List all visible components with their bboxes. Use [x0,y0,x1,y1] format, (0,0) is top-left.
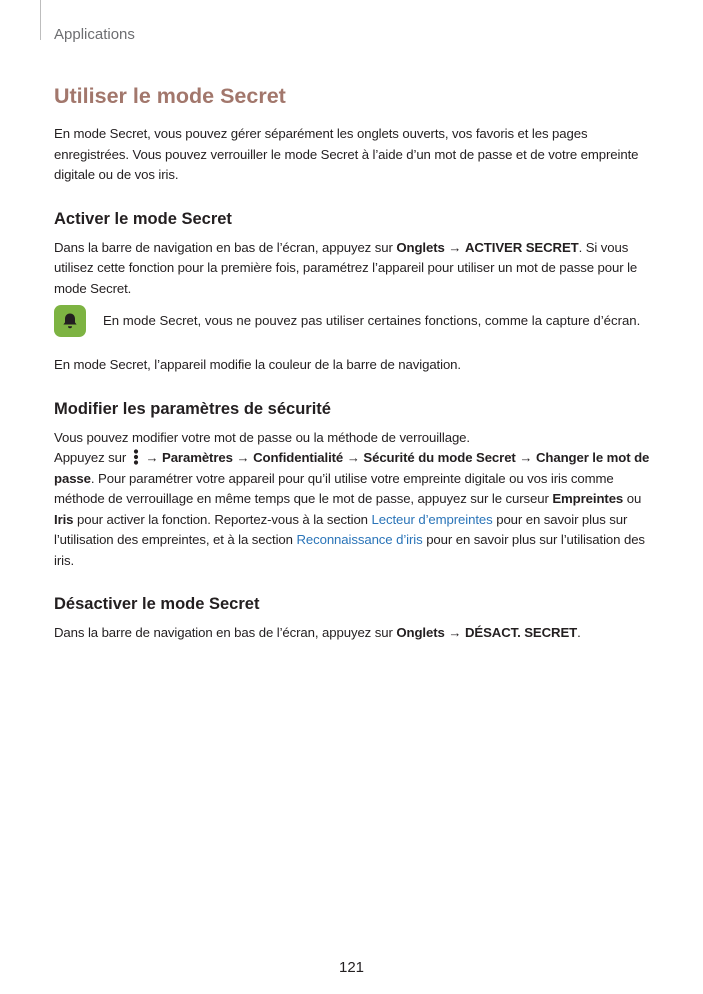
link-lecteur-empreintes[interactable]: Lecteur d’empreintes [371,511,493,527]
page-title: Utiliser le mode Secret [54,84,286,108]
page-content [54,83,654,644]
navbar-color-paragraph: En mode Secret, l’appareil modifie la couleur de la barre de navigation. [54,357,461,372]
deactivate-paragraph: Dans la barre de navigation en bas de l’écran, appuyez sur Onglets → DÉSACT. SECRET. [54,625,581,640]
bell-icon [54,305,86,337]
link-reconnaissance-iris[interactable]: Reconnaissance d’iris [296,532,423,547]
more-vertical-icon [132,449,140,465]
heading-deactivate: Désactiver le mode Secret [54,595,260,613]
intro-paragraph: En mode Secret, vous pouvez gérer séparément les onglets ouverts, vos favoris et les pages enregistrées. Vous pouvez verrouiller le mode Secret à l’aide d’un mot de passe et de votre empreinte digitale ou de vos iris. [54,126,639,182]
activate-paragraph: Dans la barre de navigation en bas de l’écran, appuyez sur Onglets → ACTIVER SECRET. Si vous utilisez cette fonction pour la première fois, paramétrez l’appareil pour utiliser un mot de passe pour le mode Secret. [54,239,638,296]
note-box [54,305,654,337]
heading-activate: Activer le mode Secret [54,209,232,228]
desact-secret-label: DÉSACT. SECRET [464,625,578,640]
note-text: En mode Secret, vous ne pouvez pas utiliser certaines fonctions, comme la capture d’écran. [103,313,641,328]
heading-security: Modifier les paramètres de sécurité [54,399,331,418]
security-intro: Vous pouvez modifier votre mot de passe ou la méthode de verrouillage. [54,429,470,445]
onglets-label-2: Onglets [396,625,445,640]
onglets-label: Onglets [396,239,445,255]
activer-secret-label: ACTIVER SECRET [464,239,579,255]
page-number: 121 [338,959,365,976]
running-header: Applications [54,26,135,43]
security-steps: Appuyez sur → Paramètres → Confidentialité → Sécurité du mode Secret → Changer le mot de passe. Pour paramétrer votre appareil pour qu’il utilise votre empreinte digitale ou vos iris comme méthode de verrouillage en même temps que le mot de passe, appuyez sur le curseur Empreintes ou Iris pour activer la fonction. Reportez-vous à la section Lecteur d’empreintes pour en savoir plus sur l’utilisation des empreintes, et à la section Reconnaissance d’iris pour en savoir plus sur l’utilisation des iris. [54,450,650,568]
margin-rule [40,0,41,40]
